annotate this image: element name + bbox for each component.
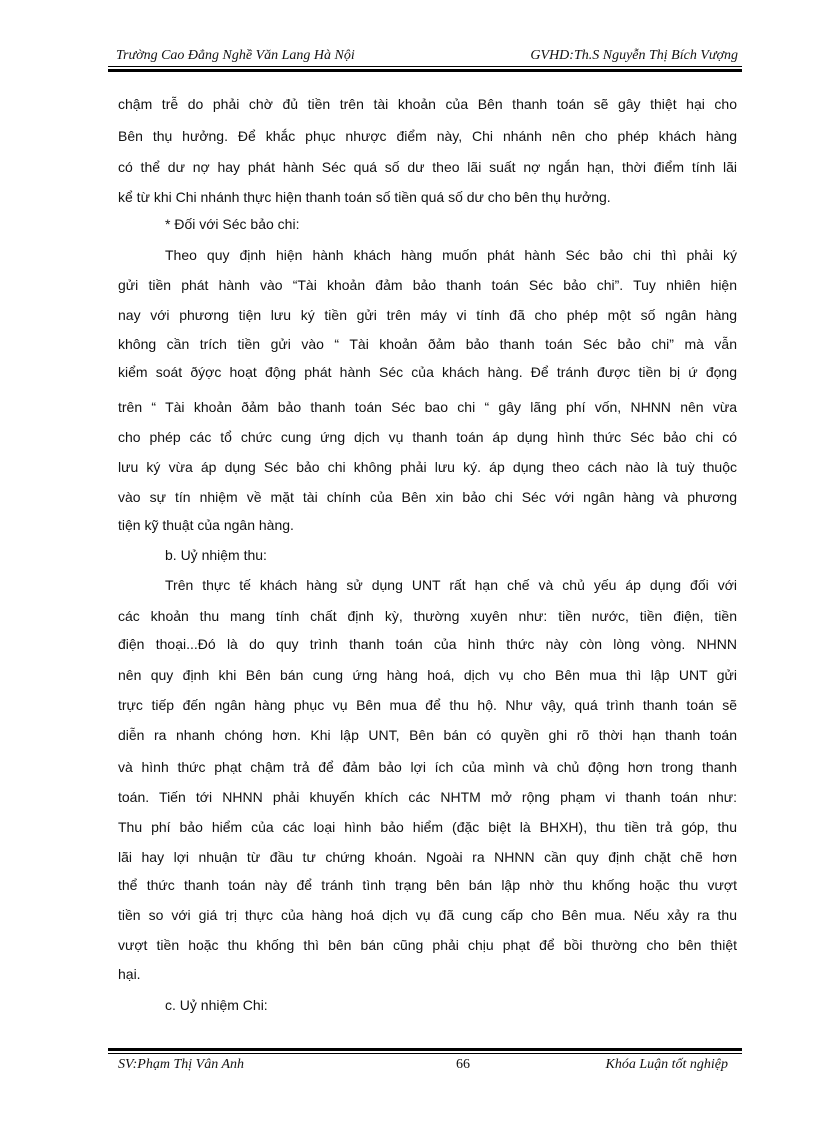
body-line: trực tiếp đến ngân hàng phục vụ Bên mua để thu hộ. Như vậy, quá trình thanh toán sẽ — [118, 697, 737, 713]
section-heading: * Đối với Séc bảo chi: — [165, 216, 300, 232]
body-line: Bên thụ hưởng. Để khắc phục nhược điểm này, Chi nhánh nên cho phép khách hàng — [118, 128, 737, 144]
body-line: toán. Tiến tới NHNN phải khuyến khích các NHTM mở rộng phạm vi thanh toán như: — [118, 789, 737, 805]
body-line: nay với phương tiện lưu ký tiền gửi trên máy vi tính đã cho phép một số ngân hàng — [118, 307, 737, 323]
body-line: cho phép các tổ chức cung ứng dịch vụ thanh toán áp dụng hình thức Séc bảo chi có — [118, 429, 737, 445]
body-line: lãi hay lợi nhuận từ đầu tư chứng khoán. Ngoài ra NHNN cần quy định chặt chẽ hơn — [118, 849, 737, 865]
body-line: vượt tiền hoặc thu khống thì bên bán cũng phải chịu phạt để bồi thường cho bên thiệt — [118, 937, 737, 953]
body-line: và hình thức phạt chậm trả để đảm bảo lợi ích của mình và chủ động hơn trong thanh — [118, 759, 737, 775]
footer-student: SV:Phạm Thị Vân Anh — [118, 1057, 244, 1072]
body-line: hại. — [118, 966, 141, 982]
body-line: diễn ra nhanh chóng hơn. Khi lập UNT, Bên bán có quyền ghi rõ thời hạn thanh toán — [118, 727, 737, 743]
body-line: thể thức thanh toán này để tránh tình trạng bên bán lập nhờ thu khống hoặc thu vượt — [118, 877, 737, 893]
body-line: kể từ khi Chi nhánh thực hiện thanh toán số tiền quá số dư cho bên thụ hưởng. — [118, 189, 611, 205]
body-line: trên “ Tài khoản ðảm bảo thanh toán Séc bao chi “ gây lãng phí vốn, NHNN nên vừa — [118, 399, 737, 415]
header-advisor: GVHD:Th.S Nguyễn Thị Bích Vượng — [530, 48, 738, 63]
body-line: vào sự tín nhiệm về mặt tài chính của Bên xin bảo chi Séc với ngân hàng và phương — [118, 489, 737, 505]
body-line: tiện kỹ thuật của ngân hàng. — [118, 517, 294, 533]
body-line: không cần trích tiền gửi vào “ Tài khoản ðảm bảo thanh toán Séc bảo chi” mà vẫn — [118, 336, 737, 352]
header-rule-thin — [108, 66, 742, 67]
body-line: nên quy định khi Bên bán cung ứng hàng hoá, dịch vụ cho Bên mua thì lập UNT gửi — [118, 667, 737, 683]
footer-thesis-label: Khóa Luận tốt nghiệp — [605, 1057, 728, 1072]
body-line: có thể dư nợ hay phát hành Séc quá số dư theo lãi suất nợ ngắn hạn, thời điểm tính lãi — [118, 159, 737, 175]
body-line: Thu phí bảo hiểm của các loại hình bảo hiểm (đặc biệt là BHXH), thu tiền trả góp, thu — [118, 819, 737, 835]
section-heading: c. Uỷ nhiệm Chi: — [165, 997, 268, 1013]
body-line: kiểm soát ðýợc hoạt động phát hành Séc của khách hàng. Để tránh được tiền bị ứ đọng — [118, 364, 737, 380]
footer-rule-thick — [108, 1048, 742, 1051]
body-line: các khoản thu mang tính chất định kỳ, thường xuyên như: tiền nước, tiền điện, tiền — [118, 608, 737, 624]
body-line: gửi tiền phát hành vào “Tài khoản đảm bảo thanh toán Séc bảo chi”. Tuy nhiên hiện — [118, 277, 737, 293]
footer-rule-thin — [108, 1053, 742, 1054]
body-line: điện thoại...Đó là do quy trình thanh toán của hình thức này còn lòng vòng. NHNN — [118, 636, 737, 652]
section-heading: b. Uỷ nhiệm thu: — [165, 547, 267, 563]
page-header — [108, 46, 742, 66]
page-footer — [108, 1055, 742, 1075]
body-line: tiền so với giá trị thực của hàng hoá dịch vụ đã cung cấp cho Bên mua. Nếu xảy ra thu — [118, 907, 737, 923]
header-school: Trường Cao Đẳng Nghề Văn Lang Hà Nội — [116, 48, 355, 63]
page-number: 66 — [456, 1057, 470, 1072]
header-rule-thick — [108, 69, 742, 72]
body-line: lưu ký vừa áp dụng Séc bảo chi không phải lưu ký. áp dụng theo cách nào là tuỳ thuộc — [118, 459, 737, 475]
body-line: Theo quy định hiện hành khách hàng muốn phát hành Séc bảo chi thì phải ký — [165, 247, 737, 263]
body-line: Trên thực tế khách hàng sử dụng UNT rất hạn chế và chủ yếu áp dụng đối với — [165, 577, 737, 593]
body-line: chậm trễ do phải chờ đủ tiền trên tài khoản của Bên thanh toán sẽ gây thiệt hại cho — [118, 96, 737, 112]
